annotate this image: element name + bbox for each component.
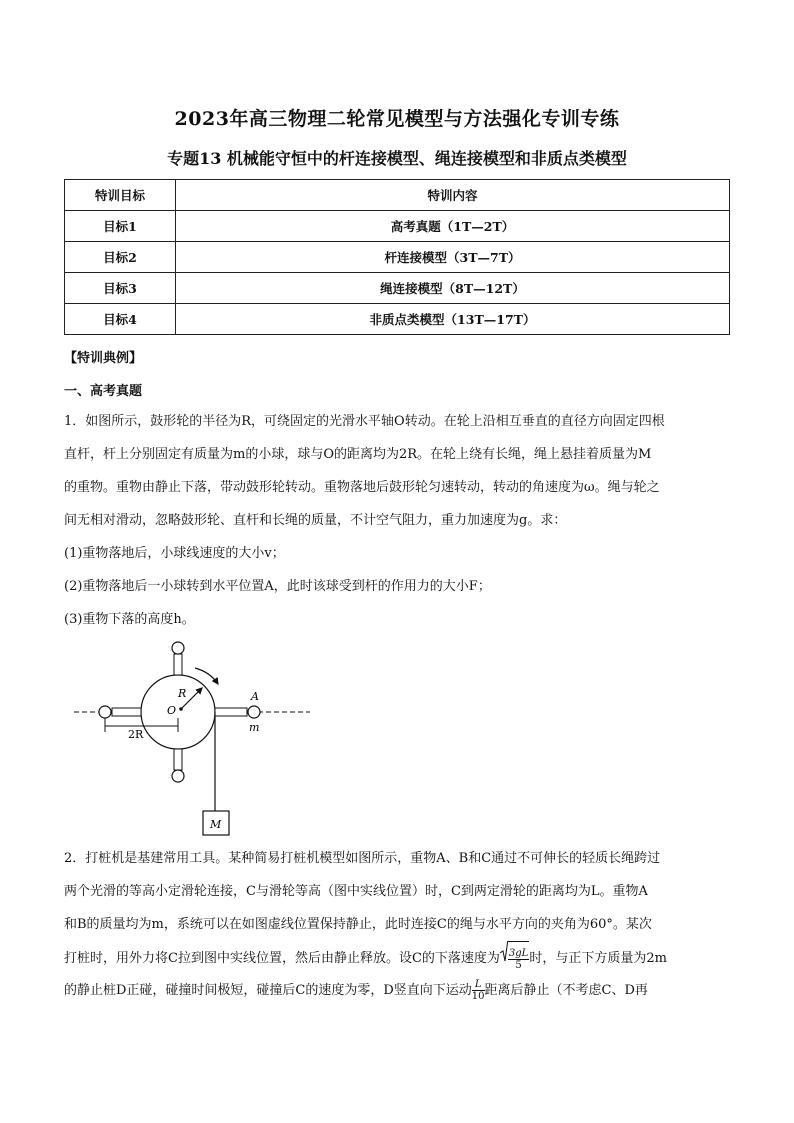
sqrt-expression xyxy=(500,941,529,974)
table-cell: 非质点类模型（13T—17T） xyxy=(176,304,730,335)
question-2-line: 和B的质量均为m，系统可以在如图虚线位置保持静止，此时连接C的绳与水平方向的夹角为60°。某次 xyxy=(64,917,652,932)
question-2-text: 的静止桩D正碰，碰撞时间极短，碰撞后C的速度为零，D竖直向下运动 xyxy=(64,983,472,998)
document-subtitle: 专题13 机械能守恒中的杆连接模型、绳连接模型和非质点类模型 xyxy=(167,149,627,168)
table-row xyxy=(65,273,730,304)
question-1-line: 1．如图所示，鼓形轮的半径为R，可绕固定的光滑水平轴O转动。在轮上沿相互垂直的直径方向固定四根 xyxy=(64,414,665,429)
table-row xyxy=(65,211,730,242)
table-cell: 高考真题（1T—2T） xyxy=(176,211,730,242)
label-2R: 2R xyxy=(128,728,144,741)
label-O: O xyxy=(167,704,177,717)
question-2-line xyxy=(64,974,730,1007)
label-A: A xyxy=(251,690,259,703)
question-1-line: 直杆，杆上分别固定有质量为m的小球，球与O的距离均为2R。在轮上绕有长绳，绳上悬挂着质量为M xyxy=(64,447,652,462)
label-R: R xyxy=(178,687,187,700)
question-2-line: 2．打桩机是基建常用工具。某种简易打桩机模型如图所示，重物A、B和C通过不可伸长的轻质长绳跨过 xyxy=(64,851,661,866)
sqrt-numerator: 3gL xyxy=(508,948,529,959)
question-1-line: 间无相对滑动，忽略鼓形轮、直杆和长绳的质量，不计空气阻力，重力加速度为g。求： xyxy=(64,513,567,528)
ball-bottom xyxy=(172,770,184,782)
table-header-cell: 特训目标 xyxy=(65,180,176,211)
question-1-sub-1: (1)重物落地后，小球线速度的大小v； xyxy=(64,546,285,561)
label-m: m xyxy=(249,721,260,734)
drum-wheel-figure xyxy=(70,640,330,840)
table-cell: 绳连接模型（8T—12T） xyxy=(176,273,730,304)
section-heading-examples: 【特训典例】 xyxy=(64,351,143,366)
question-1-line: 的重物。重物由静止下落，带动鼓形轮转动。重物落地后鼓形轮匀速转动，转动的角速度为ω。绳与轮之 xyxy=(64,480,660,495)
sqrt-denominator: 5 xyxy=(515,960,522,971)
table-cell: 目标4 xyxy=(65,304,176,335)
section-heading-part1: 一、高考真题 xyxy=(64,384,143,399)
ball-right-A xyxy=(248,706,260,718)
question-1-sub-3: (3)重物下落的高度h。 xyxy=(64,612,195,627)
rod-right xyxy=(215,708,247,716)
rod-left xyxy=(112,708,141,716)
table-cell: 目标2 xyxy=(65,242,176,273)
axis-O-dot xyxy=(179,707,183,711)
label-M: M xyxy=(210,818,222,831)
table-header-cell: 特训内容 xyxy=(176,180,730,211)
sqrt-icon xyxy=(500,941,508,963)
document-title: 2023年高三物理二轮常见模型与方法强化专训专练 xyxy=(174,108,620,130)
question-2-text: 时，与正下方质量为2m xyxy=(529,951,667,966)
question-2-line: 两个光滑的等高小定滑轮连接，C与滑轮等高（图中实线位置）时，C到两定滑轮的距离均为L。重物A xyxy=(64,884,648,899)
table-row xyxy=(65,304,730,335)
question-2-text: 距离后静止（不考虑C、D再 xyxy=(484,983,648,998)
fraction-numerator: L xyxy=(472,979,485,991)
rod-top xyxy=(174,654,182,675)
table-cell: 杆连接模型（3T—7T） xyxy=(176,242,730,273)
rod-bottom xyxy=(174,749,182,770)
ball-left xyxy=(99,706,111,718)
question-2 xyxy=(64,842,730,1007)
ball-top xyxy=(172,642,184,654)
table-cell: 目标3 xyxy=(65,273,176,304)
table-header-row xyxy=(65,180,730,211)
fraction-denominator: 10 xyxy=(471,991,485,1002)
fraction xyxy=(472,979,485,1002)
question-2-line xyxy=(64,941,730,974)
table-row xyxy=(65,242,730,273)
question-1 xyxy=(64,405,730,636)
training-targets-table xyxy=(64,179,730,335)
question-2-text: 打桩时，用外力将C拉到图中实线位置，然后由静止释放。设C的下落速度为 xyxy=(64,951,500,966)
table-cell: 目标1 xyxy=(65,211,176,242)
question-1-sub-2: (2)重物落地后一小球转到水平位置A，此时该球受到杆的作用力的大小F； xyxy=(64,579,491,594)
